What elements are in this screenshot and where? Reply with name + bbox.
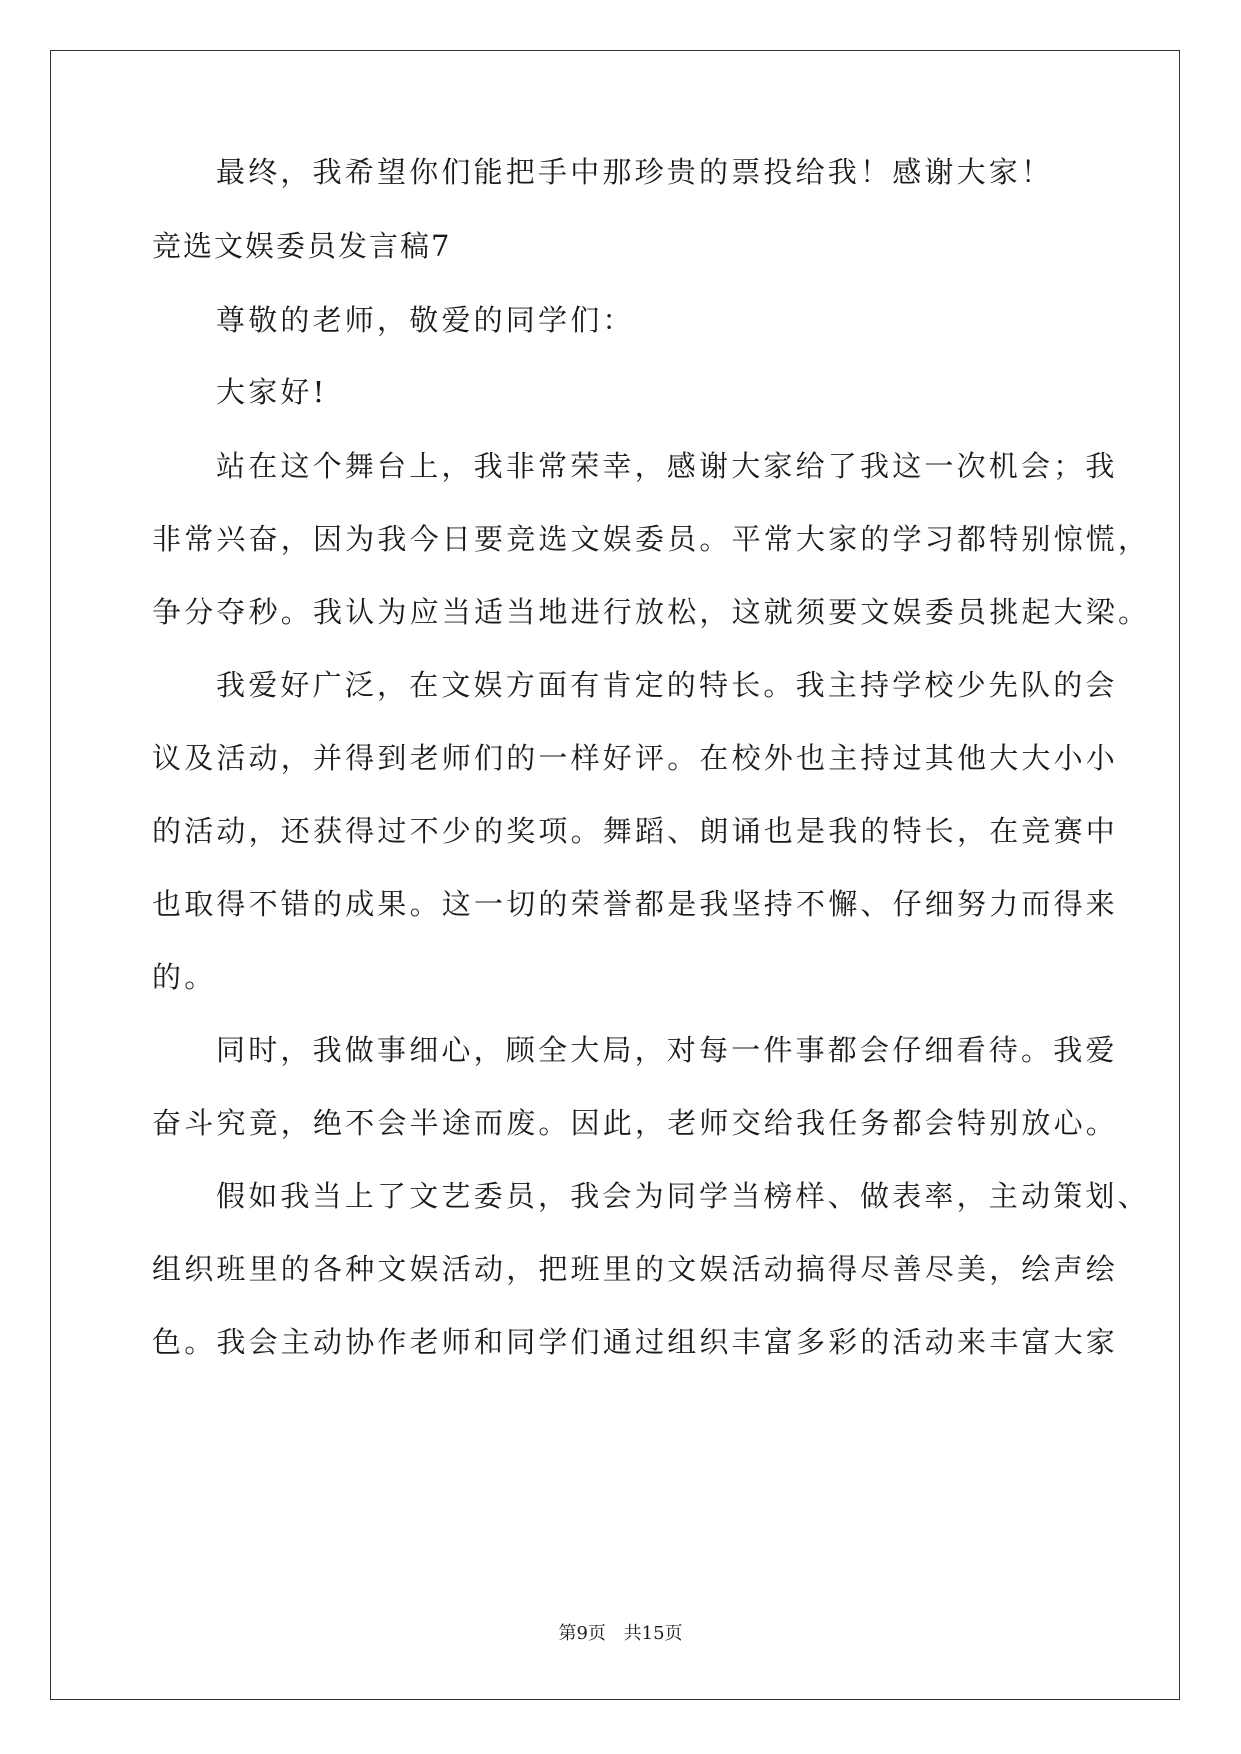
paragraph-line: 争分夺秒。我认为应当适当地进行放松，这就须要文娱委员挑起大梁。 [152,595,1151,629]
paragraph-line: 的。 [152,960,217,994]
paragraph-line: 的活动，还获得过不少的奖项。舞蹈、朗诵也是我的特长，在竞赛中 [152,814,1119,848]
paragraph-line: 假如我当上了文艺委员，我会为同学当榜样、做表率，主动策划、 [216,1179,1150,1213]
page-footer [0,1622,1241,1646]
paragraph-line: 组织班里的各种文娱活动，把班里的文娱活动搞得尽善尽美，绘声绘 [152,1252,1119,1286]
paragraph-line: 最终，我希望你们能把手中那珍贵的票投给我！感谢大家！ [216,155,1054,189]
paragraph-line: 非常兴奋，因为我今日要竞选文娱委员。平常大家的学习都特别惊慌， [152,522,1151,556]
section-heading: 竞选文娱委员发言稿7 [152,229,452,263]
paragraph-line: 色。我会主动协作老师和同学们通过组织丰富多彩的活动来丰富大家 [152,1325,1119,1359]
paragraph-line: 奋斗究竟，绝不会半途而废。因此，老师交给我任务都会特别放心。 [152,1106,1119,1140]
greeting: 大家好! [216,375,328,409]
salutation: 尊敬的老师，敬爱的同学们： [216,303,635,337]
paragraph-line: 也取得不错的成果。这一切的荣誉都是我坚持不懈、仔细努力而得来 [152,887,1119,921]
paragraph-line: 同时，我做事细心，顾全大局，对每一件事都会仔细看待。我爱 [216,1033,1118,1067]
paragraph-line: 站在这个舞台上，我非常荣幸，感谢大家给了我这一次机会；我 [216,449,1118,483]
page-border [50,50,1180,1700]
page-number: 第9页 [558,1623,606,1644]
paragraph-line: 议及活动，并得到老师们的一样好评。在校外也主持过其他大大小小 [152,741,1119,775]
page-total: 共15页 [623,1623,683,1644]
paragraph-line: 我爱好广泛，在文娱方面有肯定的特长。我主持学校少先队的会 [216,668,1118,702]
